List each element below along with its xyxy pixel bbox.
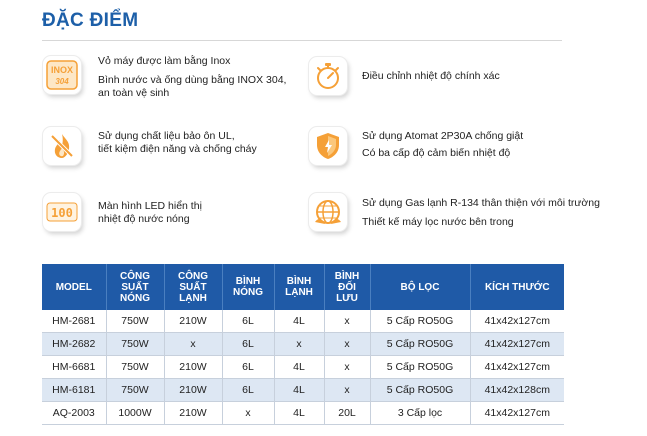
led-display-text: 100 xyxy=(51,206,73,220)
cell-cold-tank: 4L xyxy=(274,310,324,333)
cell-dimensions: 41x42x127cm xyxy=(470,333,564,356)
header-dimensions: KÍCH THƯỚC xyxy=(470,264,564,310)
cell-convection-tank: x xyxy=(324,379,370,402)
shield-feature-icon-box xyxy=(309,127,347,165)
cell-model: AQ-2003 xyxy=(42,402,106,425)
cell-model: HM-2681 xyxy=(42,310,106,333)
cell-cold-tank: 4L xyxy=(274,356,324,379)
cell-hot-tank: 6L xyxy=(222,379,274,402)
cell-filter: 5 Cấp RO50G xyxy=(370,310,470,333)
cell-hot-power: 750W xyxy=(106,379,164,402)
cell-convection-tank: x xyxy=(324,310,370,333)
inox-line-1: Vỏ máy được làm bằng Inox xyxy=(98,55,231,67)
shield-line-2: Có ba cấp độ cảm biến nhiệt độ xyxy=(362,147,511,159)
thermostat-dial-icon xyxy=(312,60,344,92)
cell-hot-power: 750W xyxy=(106,333,164,356)
fire-feature-text xyxy=(98,130,257,156)
cell-cold-tank: x xyxy=(274,333,324,356)
inox-badge-top-text: INOX xyxy=(50,65,74,75)
cell-model: HM-2682 xyxy=(42,333,106,356)
temp-feature-text xyxy=(362,70,500,83)
cell-cold-power: 210W xyxy=(164,310,222,333)
cell-dimensions: 41x42x128cm xyxy=(470,379,564,402)
inox-line-3: an toàn vệ sinh xyxy=(98,87,170,99)
cell-cold-power: 210W xyxy=(164,356,222,379)
cell-cold-power: 210W xyxy=(164,402,222,425)
eco-globe-icon xyxy=(312,196,344,228)
cell-convection-tank: x xyxy=(324,333,370,356)
cell-dimensions: 41x42x127cm xyxy=(470,356,564,379)
temp-line-1: Điều chỉnh nhiệt độ chính xác xyxy=(362,70,500,82)
cell-cold-power: x xyxy=(164,333,222,356)
cell-filter: 3 Cấp lọc xyxy=(370,402,470,425)
cell-filter: 5 Cấp RO50G xyxy=(370,356,470,379)
eco-line-2: Thiết kế máy lọc nước bên trong xyxy=(362,216,514,228)
eco-feature-icon-box xyxy=(309,193,347,231)
table-row xyxy=(42,310,564,333)
header-cold-power: CÔNG SUẤT LẠNH xyxy=(164,264,222,310)
header-convection-tank: BÌNH ĐỐI LƯU xyxy=(324,264,370,310)
eco-feature-text xyxy=(362,197,600,229)
cell-hot-tank: x xyxy=(222,402,274,425)
cell-hot-power: 750W xyxy=(106,356,164,379)
header-cold-tank: BÌNH LẠNH xyxy=(274,264,324,310)
led-feature-text xyxy=(98,200,202,226)
cell-dimensions: 41x42x127cm xyxy=(470,310,564,333)
header-filter: BỘ LỌC xyxy=(370,264,470,310)
header-hot-tank: BÌNH NÓNG xyxy=(222,264,274,310)
spec-table xyxy=(42,264,564,425)
cell-cold-tank: 4L xyxy=(274,402,324,425)
led-feature-icon-box xyxy=(43,193,81,231)
cell-hot-power: 750W xyxy=(106,310,164,333)
led-line-1: Màn hình LED hiển thị xyxy=(98,200,202,212)
led-line-2: nhiệt độ nước nóng xyxy=(98,213,190,225)
cell-convection-tank: x xyxy=(324,356,370,379)
cell-cold-power: 210W xyxy=(164,379,222,402)
led-display-icon xyxy=(46,196,78,228)
header-model: MODEL xyxy=(42,264,106,310)
table-row xyxy=(42,402,564,425)
inox-line-2: Bình nước và ống dùng bằng INOX 304, xyxy=(98,74,287,86)
section-title: ĐẶC ĐIỂM xyxy=(42,10,139,31)
inox-feature-text xyxy=(98,55,286,100)
header-hot-power: CÔNG SUẤT NÓNG xyxy=(106,264,164,310)
temp-feature-icon-box xyxy=(309,57,347,95)
cell-cold-tank: 4L xyxy=(274,379,324,402)
no-fire-icon xyxy=(46,130,78,162)
cell-filter: 5 Cấp RO50G xyxy=(370,333,470,356)
table-row xyxy=(42,356,564,379)
cell-dimensions: 41x42x127cm xyxy=(470,402,564,425)
fire-line-2: tiết kiệm điện năng và chống cháy xyxy=(98,143,257,155)
table-header-row xyxy=(42,264,564,310)
inox-304-badge-icon xyxy=(46,59,78,91)
shield-feature-text xyxy=(362,130,523,160)
title-divider xyxy=(42,40,562,41)
table-row xyxy=(42,379,564,402)
cell-convection-tank: 20L xyxy=(324,402,370,425)
eco-line-1: Sử dụng Gas lạnh R-134 thân thiện với môi trường xyxy=(362,197,600,209)
inox-badge-bottom-text: 304 xyxy=(55,77,69,86)
inox-feature-icon-box xyxy=(43,56,81,94)
cell-hot-tank: 6L xyxy=(222,333,274,356)
cell-model: HM-6181 xyxy=(42,379,106,402)
cell-model: HM-6681 xyxy=(42,356,106,379)
cell-hot-power: 1000W xyxy=(106,402,164,425)
shield-line-1: Sử dụng Atomat 2P30A chống giật xyxy=(362,130,524,142)
cell-filter: 5 Cấp RO50G xyxy=(370,379,470,402)
fire-feature-icon-box xyxy=(43,127,81,165)
table-row xyxy=(42,333,564,356)
cell-hot-tank: 6L xyxy=(222,310,274,333)
cell-hot-tank: 6L xyxy=(222,356,274,379)
shield-check-icon xyxy=(312,130,344,162)
fire-line-1: Sử dụng chất liệu bảo ôn UL, xyxy=(98,130,235,142)
